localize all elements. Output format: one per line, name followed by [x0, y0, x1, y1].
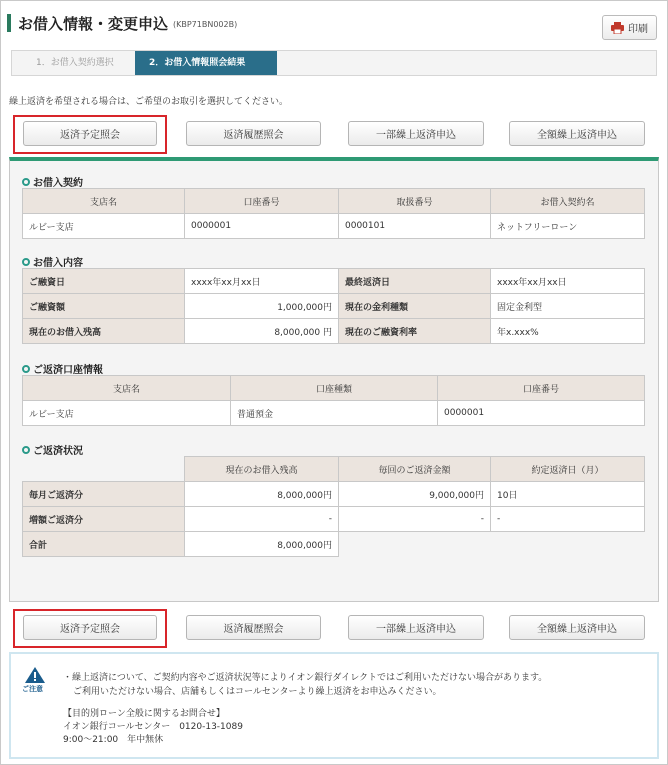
col-header: 現在のお借入残高	[185, 457, 339, 482]
repayment-history-button-top[interactable]: 返済履歴照会	[186, 121, 321, 146]
step-2-active: 2．お借入情報照会結果	[135, 51, 277, 75]
notice-line-2: ご利用いただけない場合、店舗もしくはコールセンターより繰上返済をお申込みください。	[73, 687, 442, 697]
notice-line-1: ・繰上返済について、ご契約内容やご返済状況等によりイオン銀行ダイレクトではご利用いただけない場合があります。	[63, 673, 548, 683]
row-label: 毎月ご返済分	[23, 482, 185, 507]
circle-bullet-icon	[22, 178, 30, 186]
printer-icon	[611, 22, 624, 34]
repayment-schedule-button-top[interactable]: 返済予定照会	[23, 121, 157, 146]
row-value: 固定金利型	[491, 294, 645, 319]
partial-prepayment-button-top[interactable]: 一部繰上返済申込	[348, 121, 484, 146]
row-label: 最終返済日	[339, 269, 491, 294]
cell-payment: 9,000,000円	[339, 482, 491, 507]
section-loan-title	[22, 254, 83, 269]
row-value: xxxx年xx月xx日	[491, 269, 645, 294]
instruction-text: 繰上返済を希望される場合は、ご希望のお取引を選択してください。	[9, 97, 289, 107]
section-loan-label: お借入内容	[33, 258, 83, 269]
header	[1, 1, 667, 45]
repayment-status-table	[22, 456, 645, 557]
handling-number: 0000101	[339, 214, 491, 239]
account-number: 0000001	[185, 214, 339, 239]
row-value: xxxx年xx月xx日	[185, 269, 339, 294]
notice-box	[9, 652, 659, 759]
col-header: 取扱番号	[339, 189, 491, 214]
full-prepayment-button-bottom[interactable]: 全額繰上返済申込	[509, 615, 645, 640]
page-code: (KBP71BN002B)	[173, 20, 238, 29]
row-label: 現在のご融資利率	[339, 319, 491, 344]
contact-name: イオン銀行コールセンター 0120-13-1089	[63, 722, 243, 732]
row-value: 1,000,000円	[185, 294, 339, 319]
branch-name: ルビー支店	[23, 214, 185, 239]
row-value: 8,000,000 円	[185, 319, 339, 344]
empty-cell	[339, 532, 491, 557]
print-label: 印刷	[628, 24, 648, 35]
row-label: 現在のお借入残高	[23, 319, 185, 344]
step-indicator	[11, 50, 657, 76]
account-type: 普通預金	[231, 401, 438, 426]
partial-prepayment-button-bottom[interactable]: 一部繰上返済申込	[348, 615, 484, 640]
section-account-label: ご返済口座情報	[33, 365, 103, 376]
repayment-account-table	[22, 375, 645, 426]
total-value: 8,000,000円	[185, 532, 339, 557]
section-status-title	[22, 442, 83, 457]
full-prepayment-button-top[interactable]: 全額繰上返済申込	[509, 121, 645, 146]
circle-bullet-icon	[22, 446, 30, 454]
repayment-history-button-bottom[interactable]: 返済履歴照会	[186, 615, 321, 640]
row-value: 年x.xxx%	[491, 319, 645, 344]
col-header: 約定返済日（月）	[491, 457, 645, 482]
col-header: 毎回のご返済金額	[339, 457, 491, 482]
circle-bullet-icon	[22, 365, 30, 373]
contract-table	[22, 188, 645, 239]
row-label: 現在の金利種類	[339, 294, 491, 319]
empty-cell	[491, 532, 645, 557]
loan-details-table	[22, 268, 645, 344]
caution-label: ご注意	[22, 685, 43, 693]
col-header: 支店名	[23, 376, 231, 401]
col-header: 口座種類	[231, 376, 438, 401]
cell-payment: -	[339, 507, 491, 532]
repayment-schedule-button-bottom[interactable]: 返済予定照会	[23, 615, 157, 640]
section-contract-title	[22, 174, 83, 189]
row-label: ご融資日	[23, 269, 185, 294]
page-title: お借入情報・変更申込	[18, 15, 169, 33]
cell-due-day: -	[491, 507, 645, 532]
contact-title: 【目的別ローン全般に関するお問合せ】	[63, 709, 225, 719]
step-1: 1．お借入契約選択	[36, 58, 114, 68]
cell-balance: 8,000,000円	[185, 482, 339, 507]
section-account-title	[22, 361, 103, 376]
cell-balance: -	[185, 507, 339, 532]
col-header: 支店名	[23, 189, 185, 214]
row-label: ご融資額	[23, 294, 185, 319]
print-button[interactable]	[602, 15, 657, 40]
total-label: 合計	[23, 532, 185, 557]
title-accent-bar	[7, 14, 11, 32]
cell-due-day: 10日	[491, 482, 645, 507]
branch-name: ルビー支店	[23, 401, 231, 426]
account-number: 0000001	[438, 401, 645, 426]
col-header: 口座番号	[185, 189, 339, 214]
col-header: お借入契約名	[491, 189, 645, 214]
section-contract-label: お借入契約	[33, 178, 83, 189]
contract-name: ネットフリーローン	[491, 214, 645, 239]
row-label: 増額ご返済分	[23, 507, 185, 532]
section-status-label: ご返済状況	[33, 446, 83, 457]
col-header: 口座番号	[438, 376, 645, 401]
corner-cell	[23, 457, 185, 482]
warning-icon	[24, 666, 46, 684]
circle-bullet-icon	[22, 258, 30, 266]
contact-hours: 9:00～21:00 年中無休	[63, 735, 164, 745]
